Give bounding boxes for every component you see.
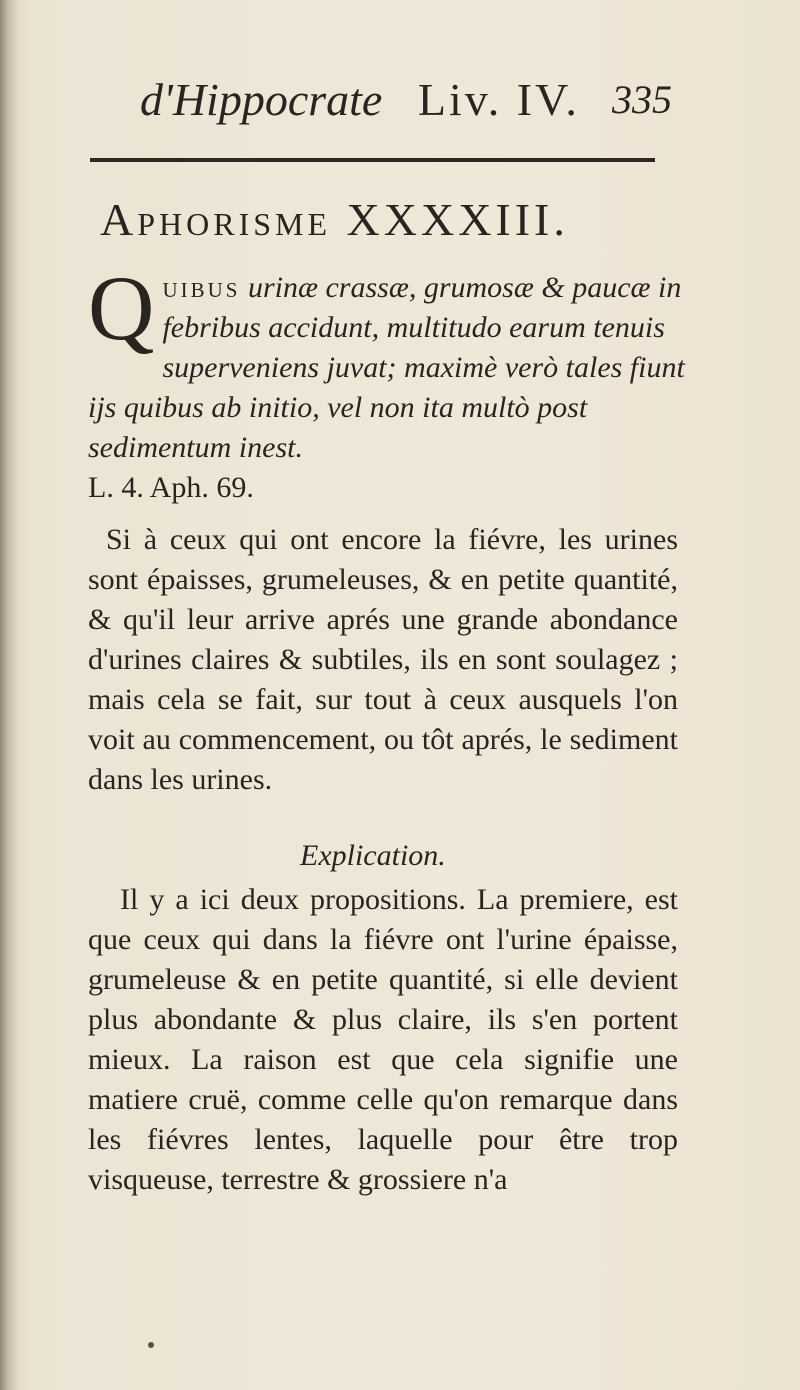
running-header <box>140 70 700 130</box>
aphorism-reference: L. 4. Aph. 69. <box>88 471 254 504</box>
paper-speck <box>148 1342 154 1348</box>
running-title: d'Hippocrate <box>140 74 383 125</box>
drop-cap: Q <box>88 257 155 359</box>
explication-text: Il y a ici deux propositions. La premiere, est que ceux qui dans la fiévre ont l'urine épaisse, grumeleuse & en petite quantité, si elle devient plus abondante & plus claire, ils s'en portent mieux. La raison est que cela signifie une matiere cruë, comme celle qu'on remarque dans les fiévres lentes, laquelle pour être trop visqueuse, terrestre & grossiere n'a <box>88 883 678 1196</box>
latin-text: urinæ crassæ, grumosæ & paucæ in febribus accidunt, multitudo earum tenuis superveniens juvat; maximè verò tales fiunt ijs quibus ab initio, vel non ita multò post sedimentum inest. <box>88 271 685 464</box>
page-number: 335 <box>612 77 672 122</box>
latin-aphorism <box>88 257 688 508</box>
book-reference: Liv. IV. <box>417 74 580 125</box>
spine-shadow <box>0 0 18 1390</box>
aphorism-lead-word: uibus <box>162 271 241 304</box>
french-translation: Si à ceux qui ont encore la fiévre, les urines sont épaisses, grumeleuses, & en petite quantité, & qu'il leur arrive aprés une grande abondance d'urines claires & subtiles, ils en sont soulagez ; mais cela se fait, sur tout à ceux ausquels l'on voit au commencement, ou tôt aprés, le sediment dans les urines. <box>88 523 678 796</box>
aphorism-heading: Aphorisme XXXXIII. <box>100 194 569 245</box>
explication-title: Explication. <box>300 839 446 872</box>
header-rule <box>90 158 655 162</box>
